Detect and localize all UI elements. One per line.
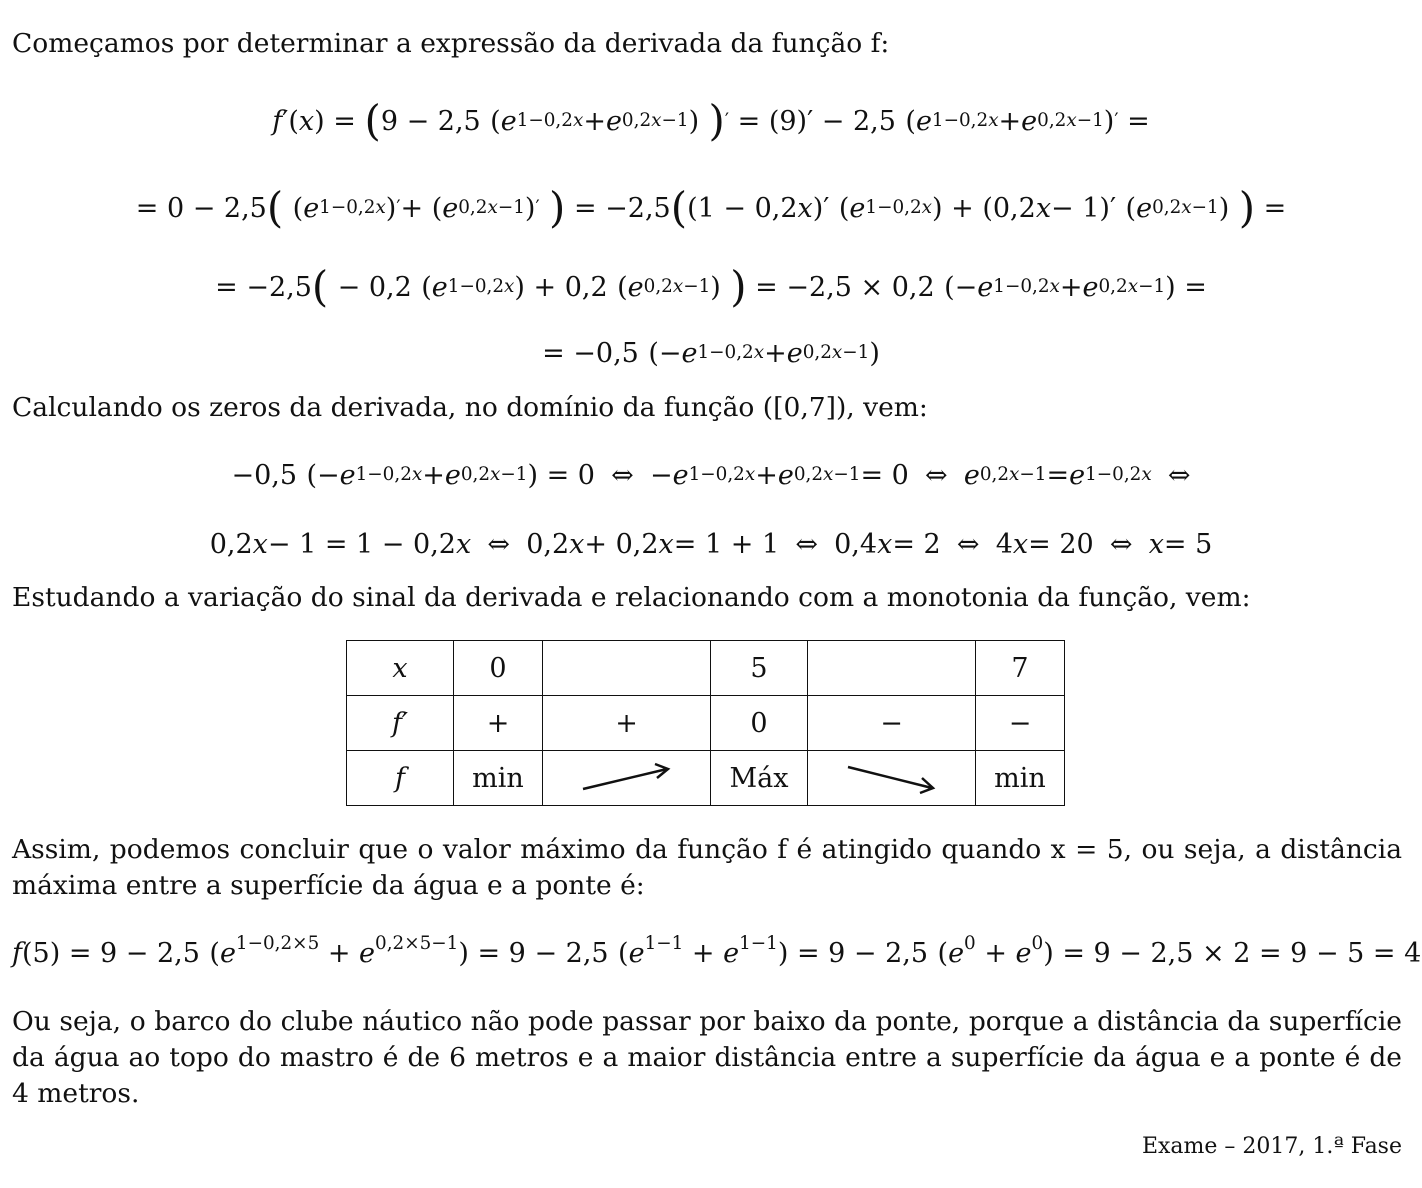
conclusion-text: Assim, podemos concluir que o valor máximo da função f é atingido quando x = 5, ou seja, a distância máxima entre a superfície da água e a ponte é: (12, 834, 1402, 901)
row-label-f: f (347, 751, 454, 806)
x-cell-5: 5 (711, 641, 808, 696)
f-cell-3 (808, 751, 976, 806)
zeros-eq-line1: −0,5 (− e 1−0,2x + e 0,2x−1 ) = 0 ⇔ − e 1−0,2x + e 0,2x−1 = 0 ⇔ e 0,2x−1 = e 1−0,2x ⇔ (231, 459, 1191, 491)
table-row-x (347, 641, 1065, 696)
x-cell-0: 0 (454, 641, 543, 696)
f-cell-0: min (454, 751, 543, 806)
derivative-eq-line3: = −2,5 ( − 0,2 ( e 1−0,2x ) + 0,2 ( e 0,2x−1 ) ) = −2,5 × 0,2 (− e 1−0,2x + e 0,2x−1 ) = (215, 262, 1207, 311)
sign-table (346, 640, 1065, 806)
increasing-arrow-icon (577, 761, 677, 795)
row-label-x: x (347, 641, 454, 696)
fprime-cell-0: + (454, 696, 543, 751)
zeros-intro-text: Calculando os zeros da derivada, no domínio da função ([0,7]), vem: (12, 392, 928, 423)
derivative-eq-line4: = −0,5 (− e 1−0,2x + e 0,2x−1 ) (542, 337, 880, 369)
fprime-cell-2: 0 (711, 696, 808, 751)
intro-text: Começamos por determinar a expressão da derivada da função f: (12, 28, 890, 59)
final-text: Ou seja, o barco do clube náutico não pode passar por baixo da ponte, porque a distância da superfície da água ao topo do mastro é de 6 metros e a maior distância entre a superfície da água e a ponte é de 4 metros. (12, 1006, 1402, 1109)
derivative-eq-line1: f ′( x ) = ( 9 − 2,5 ( e 1−0,2x + e 0,2x−1 ) ) ′ = (9)′ − 2,5 ( e 1−0,2x + e 0,2x−1 ) ′ = (272, 96, 1150, 145)
x-cell-3 (808, 641, 976, 696)
table-row-f (347, 751, 1065, 806)
decreasing-arrow-icon (842, 761, 942, 795)
fprime-cell-3: − (808, 696, 976, 751)
fprime-cell-1: + (543, 696, 711, 751)
row-label-fprime: f′ (347, 696, 454, 751)
f-cell-2: Máx (711, 751, 808, 806)
table-row-fprime (347, 696, 1065, 751)
x-cell-1 (543, 641, 711, 696)
exam-source-footer: Exame – 2017, 1.ª Fase (1141, 1134, 1402, 1159)
f5-computation-eq: f(5) = 9 − 2,5 $(e^{1-0,2\times 5} + e^{0,2\times 5-1}) = 9 - 2,5$ $(e^{1-1} + e^{1-1}) = 9 - 2,5$ $(e^0 + e^0) = 9 - 2,5 \times 2 = 9 - 5 = 4$ (12, 932, 1422, 969)
variation-intro-text: Estudando a variação do sinal da derivada e relacionando com a monotonia da função, vem: (12, 582, 1251, 613)
f-cell-4: min (976, 751, 1065, 806)
f-cell-1 (543, 751, 711, 806)
x-cell-7: 7 (976, 641, 1065, 696)
derivative-eq-line2: = 0 − 2,5 ( ( e 1−0,2x ) ′ + ( e 0,2x−1 ) ′ ) = −2,5 ( (1 − 0,2 x )′ ( e 1−0,2x ) + (0,2 x − 1)′ ( e 0,2x−1 ) ) = (135, 183, 1287, 232)
zeros-eq-line2: 0,2 x − 1 = 1 − 0,2 x ⇔ 0,2 x + 0,2 x = 1 + 1 ⇔ 0,4 x = 2 ⇔ 4 x = 20 ⇔ x = 5 (209, 528, 1213, 560)
fprime-cell-4: − (976, 696, 1065, 751)
